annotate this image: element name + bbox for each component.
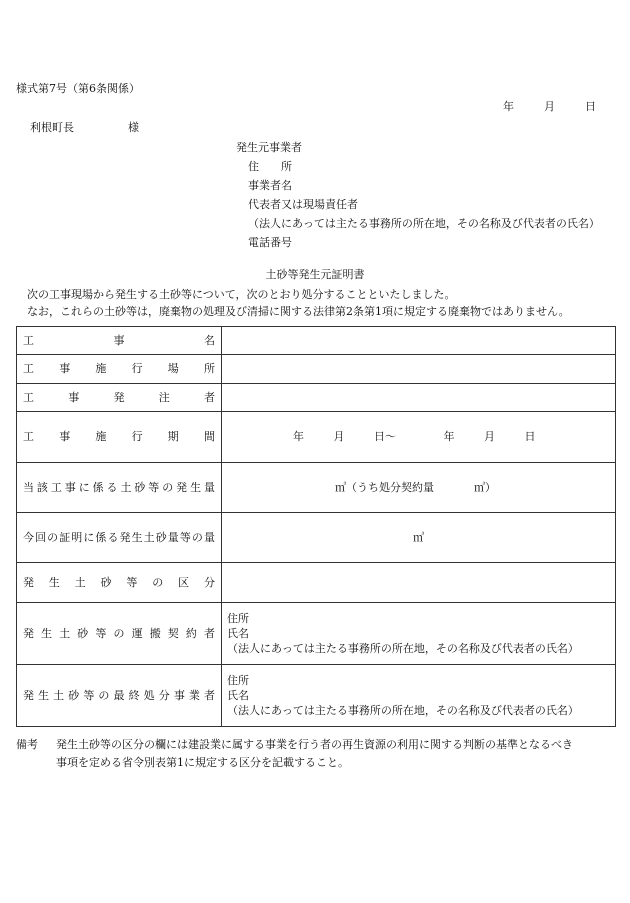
label-disposal-operator: 発生土砂等の最終処分事業者 [17,665,222,727]
disposal-corporate-note: （法人にあっては主たる事務所の所在地，その名称及び代表者の氏名） [227,704,579,717]
period-day-start: 日～ [374,430,396,444]
row-transport-contractor [17,603,616,665]
value-category [222,563,616,603]
label-generated-amount: 当該工事に係る土砂等の発生量 [17,463,222,513]
disposal-address-label: 住所 [227,674,249,687]
form-number: 様式第7号（第6条関係） [16,82,140,95]
transport-address-label: 住所 [227,612,249,625]
value-site [222,355,616,384]
disposal-name-label: 氏名 [227,689,249,702]
addressee-suffix: 様 [128,121,139,134]
row-site [17,355,616,384]
sender-business-name-label: 事業者名 [248,179,292,192]
generated-amount-unit: ㎥（うち処分契約量 [335,480,434,494]
label-transport-contractor: 発生土砂等の運搬契約者 [17,603,222,665]
label-category: 発生土砂等の区分 [17,563,222,603]
value-construction-name [222,327,616,355]
period-month-end: 月 [484,430,495,444]
sender-phone-label: 電話番号 [248,236,292,249]
certified-amount-unit: ㎥ [413,530,424,544]
row-disposal-operator [17,665,616,727]
label-certified-amount: 今回の証明に係る発生土砂量等の量 [17,513,222,563]
remarks-head: 備考 [16,738,38,751]
certificate-table [16,326,616,727]
remarks-line-1: 発生土砂等の区分の欄には建設業に属する事業を行う者の再生資源の利用に関する判断の基準となるべき [56,738,573,751]
label-period: 工事施行期間 [17,412,222,463]
value-client [222,384,616,412]
row-generated-amount [17,463,616,513]
label-site: 工事施行場所 [17,355,222,384]
value-disposal-operator [222,665,616,727]
addressee [30,121,139,134]
intro-line-1: 次の工事現場から発生する土砂等について，次のとおり処分することといたしました。 [27,288,456,301]
period-year-end: 年 [443,430,455,444]
row-category [17,563,616,603]
row-construction-name [17,327,616,355]
document-title: 土砂等発生元証明書 [265,268,365,281]
sender-block [236,138,600,252]
label-client: 工事発注者 [17,384,222,412]
value-certified-amount [222,513,616,563]
sender-address-label: 住 所 [248,160,292,173]
transport-corporate-note: （法人にあっては主たる事務所の所在地，その名称及び代表者の氏名） [227,642,579,655]
addressee-name: 利根町長 [30,121,74,134]
date-month: 月 [544,100,555,113]
generated-amount-unit-end: ㎥） [474,480,496,494]
remarks-line-2: 事項を定める省令別表第1に規定する区分を記載すること。 [56,756,349,770]
value-transport-contractor [222,603,616,665]
value-period [222,412,616,463]
sender-corporate-note: （法人にあっては主たる事務所の所在地，その名称及び代表者の氏名） [248,217,600,230]
remarks [16,738,616,769]
date-line [503,100,596,113]
sender-representative-label: 代表者又は現場責任者 [248,198,358,211]
period-day-end: 日 [524,430,536,444]
row-certified-amount [17,513,616,563]
period-year-start: 年 [293,430,304,444]
date-year: 年 [503,100,514,113]
row-client [17,384,616,412]
label-construction-name: 工事名 [17,327,222,355]
transport-name-label: 氏名 [227,627,249,640]
sender-title: 発生元事業者 [236,141,302,154]
value-generated-amount [222,463,616,513]
date-day: 日 [585,100,596,113]
intro-line-2: なお，これらの土砂等は，廃棄物の処理及び清掃に関する法律第2条第1項に規定する廃棄物ではありません。 [27,305,570,318]
period-month-start: 月 [333,430,345,444]
row-period [17,412,616,463]
